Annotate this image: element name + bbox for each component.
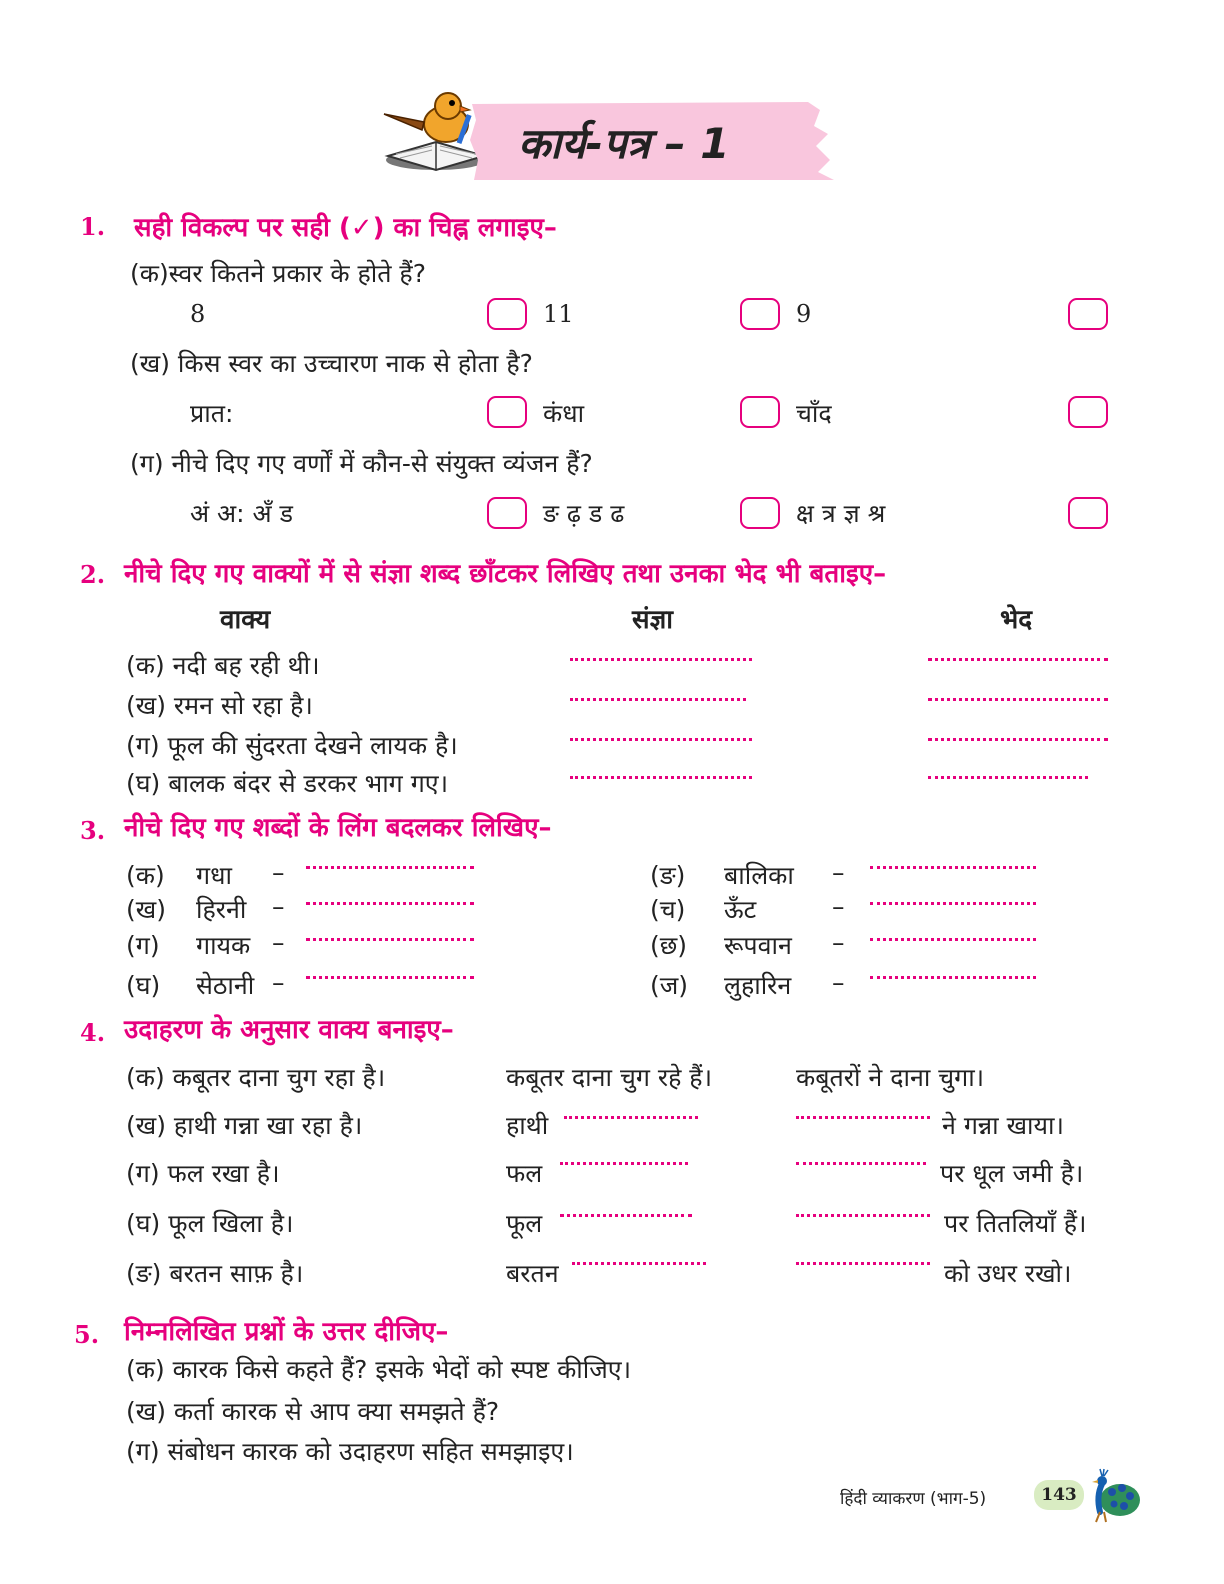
q4-row-3-start: फूल xyxy=(506,1209,543,1238)
q3-left-2-word: हिरनी xyxy=(196,895,247,924)
q4-row-1-blank-2[interactable] xyxy=(796,1116,930,1119)
q2-number: 2. xyxy=(80,560,106,589)
q3-left-2-dash: – xyxy=(272,892,285,921)
q1-number: 1. xyxy=(80,212,106,241)
q1b-option-3: चाँद xyxy=(796,399,832,428)
q1c-checkbox-3[interactable] xyxy=(1068,497,1108,529)
q3-left-1-blank[interactable] xyxy=(306,866,474,869)
q4-row-3-end: पर तितलियाँ हैं। xyxy=(944,1209,1087,1238)
q5-heading: निम्नलिखित प्रश्नों के उत्तर दीजिए– xyxy=(124,1317,449,1347)
q1c-option-3: क्ष त्र ज्ञ श्र xyxy=(796,499,886,528)
q1b-checkbox-1[interactable] xyxy=(487,396,527,428)
q3-left-2-label: (ख) xyxy=(126,895,166,924)
q2-row-4-sentence: (घ) बालक बंदर से डरकर भाग गए। xyxy=(126,769,449,798)
q4-example-plural: कबूतर दाना चुग रहे हैं। xyxy=(506,1063,713,1092)
q1a-option-2: 11 xyxy=(543,300,574,328)
q4-example-sentence: (क) कबूतर दाना चुग रहा है। xyxy=(126,1063,386,1092)
q3-heading: नीचे दिए गए शब्दों के लिंग बदलकर लिखिए– xyxy=(124,813,552,843)
q3-right-2-dash: – xyxy=(832,892,845,921)
q5-number: 5. xyxy=(74,1320,100,1349)
q2-row-3-type-blank[interactable] xyxy=(928,738,1108,741)
q1c-question: (ग) नीचे दिए गए वर्णों में कौन-से संयुक्त व्यंजन हैं? xyxy=(130,449,593,478)
q3-left-3-word: गायक xyxy=(196,931,251,960)
q4-row-2-sentence: (ग) फल रखा है। xyxy=(126,1159,280,1188)
q4-example-past: कबूतरों ने दाना चुगा। xyxy=(796,1063,985,1092)
q3-right-1-word: बालिका xyxy=(724,861,794,890)
q3-right-2-blank[interactable] xyxy=(870,902,1036,905)
q3-right-4-word: लुहारिन xyxy=(724,971,792,1000)
q3-left-3-dash: – xyxy=(272,928,285,957)
q1-heading: सही विकल्प पर सही (✓) का चिह्न लगाइए– xyxy=(134,213,557,243)
q4-number: 4. xyxy=(80,1018,106,1047)
title-banner xyxy=(468,100,838,182)
q2-row-2-type-blank[interactable] xyxy=(928,698,1108,701)
q4-row-3-sentence: (घ) फूल खिला है। xyxy=(126,1209,294,1238)
q4-row-4-end: को उधर रखो। xyxy=(944,1259,1072,1288)
q3-right-1-label: (ङ) xyxy=(650,861,686,890)
q4-row-3-blank-2[interactable] xyxy=(796,1214,930,1217)
q4-row-2-end: पर धूल जमी है। xyxy=(940,1159,1084,1188)
q3-right-3-word: रूपवान xyxy=(724,931,792,960)
q3-right-2-label: (च) xyxy=(650,895,686,924)
q1a-option-3: 9 xyxy=(796,300,812,328)
q3-right-2-word: ऊँट xyxy=(724,895,757,924)
q1b-question: (ख) किस स्वर का उच्चारण नाक से होता है? xyxy=(130,349,533,378)
q4-row-1-end: ने गन्ना खाया। xyxy=(942,1111,1064,1140)
q3-right-3-dash: – xyxy=(832,928,845,957)
q1b-checkbox-3[interactable] xyxy=(1068,396,1108,428)
q4-row-2-blank-1[interactable] xyxy=(560,1162,688,1165)
q4-row-1-start: हाथी xyxy=(506,1111,549,1140)
q3-left-2-blank[interactable] xyxy=(306,902,474,905)
q2-row-1-noun-blank[interactable] xyxy=(570,658,752,661)
q2-row-1-type-blank[interactable] xyxy=(928,658,1108,661)
q3-left-1-label: (क) xyxy=(126,861,165,890)
q3-right-3-blank[interactable] xyxy=(870,938,1036,941)
q4-row-1-blank-1[interactable] xyxy=(564,1116,698,1119)
q5-question-3: (ग) संबोधन कारक को उदाहरण सहित समझाइए। xyxy=(126,1437,574,1466)
q1a-checkbox-2[interactable] xyxy=(740,298,780,330)
q2-row-3-noun-blank[interactable] xyxy=(570,738,752,741)
q2-column-sentence: वाक्य xyxy=(220,605,271,635)
q4-row-4-blank-1[interactable] xyxy=(572,1262,706,1265)
q4-row-4-sentence: (ङ) बरतन साफ़ है। xyxy=(126,1259,304,1288)
q4-row-4-blank-2[interactable] xyxy=(796,1262,930,1265)
q4-row-1-sentence: (ख) हाथी गन्ना खा रहा है। xyxy=(126,1111,363,1140)
q3-left-4-word: सेठानी xyxy=(196,971,255,1000)
q3-left-1-dash: – xyxy=(272,858,285,887)
q5-question-1: (क) कारक किसे कहते हैं? इसके भेदों को स्पष्ट कीजिए। xyxy=(126,1355,632,1384)
q1a-option-1: 8 xyxy=(190,300,206,328)
q3-right-3-label: (छ) xyxy=(650,931,688,960)
q3-right-4-label: (ज) xyxy=(650,971,689,1000)
q4-row-2-start: फल xyxy=(506,1159,543,1188)
q1b-checkbox-2[interactable] xyxy=(740,396,780,428)
q3-left-1-word: गधा xyxy=(196,861,232,890)
q1c-checkbox-2[interactable] xyxy=(740,497,780,529)
q2-row-4-noun-blank[interactable] xyxy=(570,776,752,779)
peacock-icon xyxy=(1082,1466,1142,1524)
q2-row-1-sentence: (क) नदी बह रही थी। xyxy=(126,651,320,680)
q2-column-type: भेद xyxy=(1000,605,1033,635)
q1c-option-1: अं अ: अँ ड xyxy=(190,499,293,528)
q2-row-3-sentence: (ग) फूल की सुंदरता देखने लायक है। xyxy=(126,731,458,760)
q4-row-4-start: बरतन xyxy=(506,1259,559,1288)
q3-left-4-blank[interactable] xyxy=(306,976,474,979)
q4-row-2-blank-2[interactable] xyxy=(796,1162,926,1165)
q1c-checkbox-1[interactable] xyxy=(487,497,527,529)
q2-row-2-noun-blank[interactable] xyxy=(570,698,746,701)
q4-heading: उदाहरण के अनुसार वाक्य बनाइए– xyxy=(124,1015,454,1045)
q2-row-2-sentence: (ख) रमन सो रहा है। xyxy=(126,691,313,720)
q2-column-noun: संज्ञा xyxy=(632,605,673,635)
q3-right-4-dash: – xyxy=(832,968,845,997)
q1a-checkbox-3[interactable] xyxy=(1068,298,1108,330)
q4-row-3-blank-1[interactable] xyxy=(560,1214,692,1217)
q1b-option-2: कंधा xyxy=(543,399,585,428)
q3-left-3-label: (ग) xyxy=(126,931,160,960)
q1b-option-1: प्रात: xyxy=(190,399,234,428)
footer-book-title: हिंदी व्याकरण (भाग-5) xyxy=(840,1489,987,1509)
q3-number: 3. xyxy=(80,816,106,845)
q1a-question: (क)स्वर कितने प्रकार के होते हैं? xyxy=(130,259,426,288)
q3-left-3-blank[interactable] xyxy=(306,938,474,941)
q3-right-4-blank[interactable] xyxy=(870,976,1036,979)
page-title: कार्य-पत्र – 1 xyxy=(518,119,730,168)
q1a-checkbox-1[interactable] xyxy=(487,298,527,330)
q3-right-1-blank[interactable] xyxy=(870,866,1036,869)
q2-row-4-type-blank[interactable] xyxy=(928,776,1088,779)
q3-left-4-dash: – xyxy=(272,968,285,997)
q5-question-2: (ख) कर्ता कारक से आप क्या समझते हैं? xyxy=(126,1397,500,1426)
q1c-option-2: ङ ढ़ ड ढ xyxy=(543,499,625,528)
page-number: 143 xyxy=(1034,1480,1084,1510)
q2-heading: नीचे दिए गए वाक्यों में से संज्ञा शब्द छाँटकर लिखिए तथा उनका भेद भी बताइए– xyxy=(124,559,887,589)
q3-right-1-dash: – xyxy=(832,858,845,887)
q3-left-4-label: (घ) xyxy=(126,971,161,1000)
